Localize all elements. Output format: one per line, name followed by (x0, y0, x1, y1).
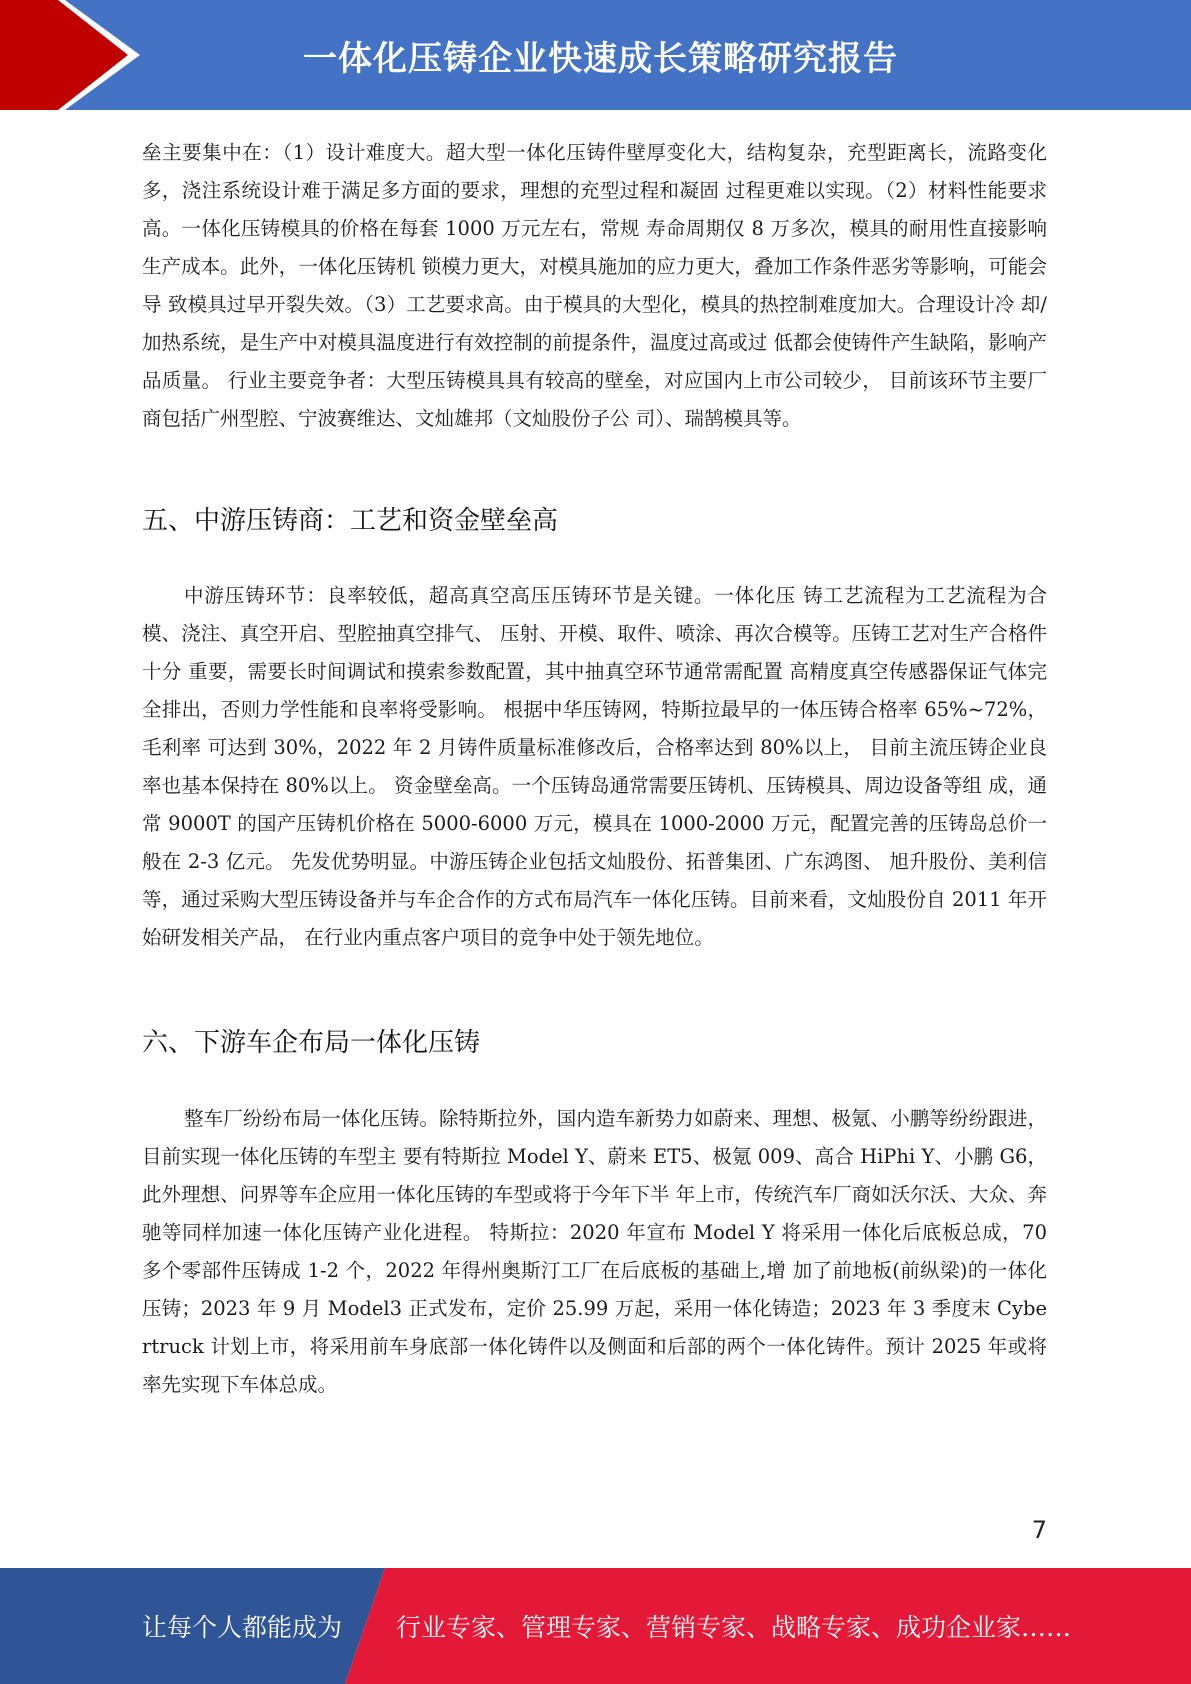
body-paragraph: 中游压铸环节：良率较低，超高真空高压压铸环节是关键。一体化压 铸工艺流程为工艺流程为合模、浇注、真空开启、型腔抽真空排气、 压射、开模、取件、喷涂、再次合模等。压铸工艺对生产合格件十分 重要，需要长时间调试和摸索参数配置，其中抽真空环节通常需配置 高精度真空传感器保证气体完全排出，否则力学性能和良率将受影响。 根据中华压铸网，特斯拉最早的一体压铸合格率 65%~72%，毛利率 可达到 30%，2022 年 2 月铸件质量标准修改后，合格率达到 80%以上， 目前主流压铸企业良率也基本保持在 80%以上。 资金壁垒高。一个压铸岛通常需要压铸机、压铸模具、周边设备等组 成，通常 9000T 的国产压铸机价格在 5000-6000 万元，模具在 1000-2000 万元，配置完善的压铸岛总价一般在 2-3 亿元。 先发优势明显。中游压铸企业包括文灿股份、拓普集团、广东鸿图、 旭升股份、美利信等，通过采购大型压铸设备并与车企合作的方式布局汽车一体化压铸。目前来看，文灿股份自 2011 年开始研发相关产品， 在行业内重点客户项目的竞争中处于领先地位。 (142, 584, 1047, 949)
intro-section (142, 134, 1047, 438)
section-6 (142, 1022, 1047, 1059)
report-title: 一体化压铸企业快速成长策略研究报告 (303, 38, 898, 79)
page-footer (0, 1568, 1191, 1684)
footer-slogan-left: 让每个人都能成为 (142, 1613, 343, 1642)
page-number: 7 (1031, 1516, 1047, 1544)
section-heading: 六、下游车企布局一体化压铸 (142, 1028, 481, 1058)
page-header (0, 0, 1191, 110)
section-5-body (142, 577, 1047, 957)
body-paragraph: 垒主要集中在：（1）设计难度大。超大型一体化压铸件壁厚变化大，结构复杂，充型距离长，流路变化多，浇注系统设计难于满足多方面的要求，理想的充型过程和凝固 过程更难以实现。（2）材料性能要求高。一体化压铸模具的价格在每套 1000 万元左右，常规 寿命周期仅 8 万多次，模具的耐用性直接影响生产成本。此外，一体化压铸机 锁模力更大，对模具施加的应力更大，叠加工作条件恶劣等影响，可能会导 致模具过早开裂失效。（3）工艺要求高。由于模具的大型化，模具的热控制难度加大。合理设计冷 却/加热系统，是生产中对模具温度进行有效控制的前提条件，温度过高或过 低都会使铸件产生缺陷，影响产品质量。 行业主要竞争者：大型压铸模具具有较高的壁垒，对应国内上市公司较少， 目前该环节主要厂商包括广州型腔、宁波赛维达、文灿雄邦（文灿股份子公 司）、瑞鹄模具等。 (142, 141, 1047, 430)
section-5 (142, 500, 1047, 537)
header-arrow-decoration (0, 0, 150, 110)
section-6-body (142, 1100, 1047, 1404)
section-heading: 五、中游压铸商：工艺和资金壁垒高 (142, 506, 559, 536)
body-paragraph: 整车厂纷纷布局一体化压铸。除特斯拉外，国内造车新势力如蔚来、理想、极氪、小鹏等纷纷跟进，目前实现一体化压铸的车型主 要有特斯拉 Model Y、蔚来 ET5、极氪 009、高合 HiPhi Y、小鹏 G6，此外理想、问界等车企应用一体化压铸的车型或将于今年下半 年上市，传统汽车厂商如沃尔沃、大众、奔驰等同样加速一体化压铸产业化进程。 特斯拉：2020 年宣布 Model Y 将采用一体化后底板总成，70 多个零部件压铸成 1-2 个，2022 年得州奥斯汀工厂在后底板的基础上,增 加了前地板(前纵梁)的一体化压铸；2023 年 9 月 Model3 正式发布，定价 25.99 万起，采用一体化铸造；2023 年 3 季度末 Cybertruck 计划上市，将采用前车身底部一体化铸件以及侧面和后部的两个一体化铸件。预计 2025 年或将率先实现下车体总成。 (142, 1107, 1047, 1396)
footer-slogan-right: 行业专家、管理专家、营销专家、战略专家、成功企业家…… (396, 1613, 1072, 1642)
